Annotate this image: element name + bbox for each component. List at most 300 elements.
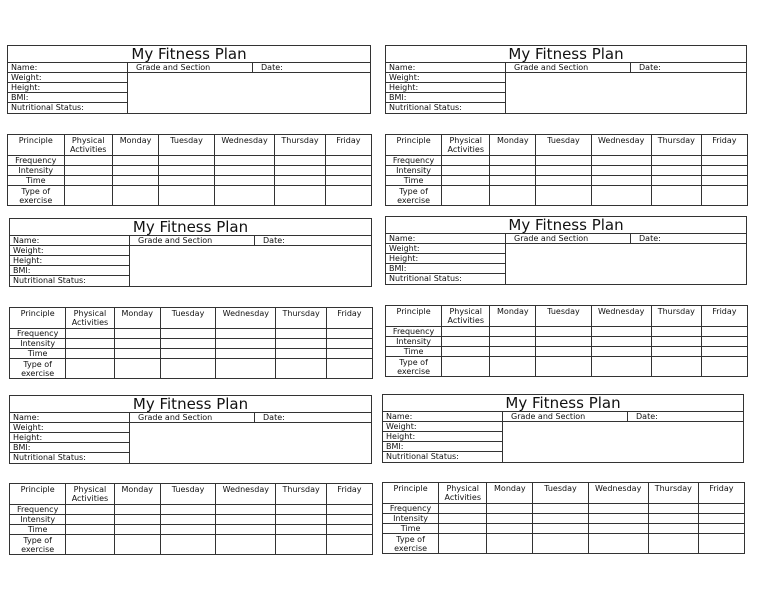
column-header: Monday — [490, 135, 536, 156]
date-label: Date: — [255, 413, 371, 423]
table-row — [10, 515, 373, 525]
info-blank-area — [506, 73, 746, 113]
entry-cell[interactable] — [159, 186, 215, 206]
weight-label: Weight: — [386, 73, 506, 83]
name-label: Name: — [10, 236, 130, 246]
plan-header — [7, 45, 371, 114]
entry-cell[interactable] — [651, 327, 701, 337]
entry-cell[interactable] — [701, 176, 747, 186]
principle-cell: Intensity — [386, 166, 442, 176]
entry-cell[interactable] — [159, 176, 215, 186]
date-label: Date: — [631, 234, 746, 244]
entry-cell[interactable] — [588, 514, 648, 524]
student-info-grid — [10, 413, 371, 463]
entry-cell[interactable] — [276, 525, 326, 535]
principle-cell: Type of exercise — [386, 357, 442, 377]
nutritional-status-label: Nutritional Status: — [8, 103, 128, 113]
grade-section-label: Grade and Section — [506, 234, 631, 244]
table-row — [10, 349, 373, 359]
entry-cell[interactable] — [536, 327, 591, 337]
table-row — [8, 176, 372, 186]
column-header: Friday — [326, 308, 372, 329]
entry-cell[interactable] — [326, 525, 372, 535]
entry-cell[interactable] — [439, 514, 487, 524]
column-header: Thursday — [276, 484, 326, 505]
entry-cell[interactable] — [536, 186, 591, 206]
principle-cell: Frequency — [10, 329, 66, 339]
plan-title: My Fitness Plan — [383, 395, 743, 412]
principle-cell: Intensity — [10, 515, 66, 525]
grade-section-label: Grade and Section — [130, 413, 255, 423]
entry-cell[interactable] — [487, 524, 533, 534]
weight-label: Weight: — [10, 246, 130, 256]
entry-cell[interactable] — [275, 156, 325, 166]
entry-cell[interactable] — [64, 186, 112, 206]
table-row — [10, 339, 373, 349]
entry-cell[interactable] — [276, 359, 326, 379]
entry-cell[interactable] — [114, 505, 160, 515]
student-info-grid — [10, 236, 371, 286]
principle-cell: Time — [10, 525, 66, 535]
entry-cell[interactable] — [216, 505, 276, 515]
nutritional-status-label: Nutritional Status: — [386, 274, 506, 284]
height-label: Height: — [383, 432, 503, 442]
entry-cell[interactable] — [275, 176, 325, 186]
column-header: Friday — [701, 135, 747, 156]
column-header: Monday — [487, 483, 533, 504]
principle-cell: Frequency — [8, 156, 65, 166]
column-header: Friday — [326, 484, 372, 505]
column-header: Friday — [325, 135, 371, 156]
entry-cell[interactable] — [533, 524, 588, 534]
entry-cell[interactable] — [648, 514, 698, 524]
principle-cell: Intensity — [383, 514, 439, 524]
schedule-table-4 — [385, 305, 748, 377]
column-header: Monday — [490, 306, 536, 327]
entry-cell[interactable] — [442, 156, 490, 166]
name-label: Name: — [383, 412, 503, 422]
entry-cell[interactable] — [160, 505, 215, 515]
table-row — [10, 535, 373, 555]
entry-cell[interactable] — [66, 525, 114, 535]
entry-cell[interactable] — [648, 504, 698, 514]
date-label: Date: — [631, 63, 746, 73]
table-row — [386, 186, 748, 206]
entry-cell[interactable] — [591, 166, 651, 176]
entry-cell[interactable] — [536, 347, 591, 357]
table-row — [8, 186, 372, 206]
grade-section-label: Grade and Section — [128, 63, 253, 73]
height-label: Height: — [10, 433, 130, 443]
date-label: Date: — [628, 412, 743, 422]
column-header: Wednesday — [591, 135, 651, 156]
nutritional-status-label: Nutritional Status: — [10, 453, 130, 463]
entry-cell[interactable] — [442, 337, 490, 347]
principle-cell: Frequency — [383, 504, 439, 514]
entry-cell[interactable] — [651, 357, 701, 377]
entry-cell[interactable] — [490, 176, 536, 186]
entry-cell[interactable] — [114, 329, 160, 339]
entry-cell[interactable] — [214, 176, 275, 186]
nutritional-status-label: Nutritional Status: — [10, 276, 130, 286]
date-label: Date: — [253, 63, 370, 73]
entry-cell[interactable] — [160, 349, 215, 359]
principle-cell: Intensity — [386, 337, 442, 347]
column-header: Thursday — [275, 135, 325, 156]
entry-cell[interactable] — [591, 176, 651, 186]
principle-cell: Time — [10, 349, 66, 359]
column-header: Thursday — [651, 306, 701, 327]
entry-cell[interactable] — [214, 166, 275, 176]
entry-cell[interactable] — [216, 339, 276, 349]
principle-cell: Type of exercise — [383, 534, 439, 554]
entry-cell[interactable] — [112, 166, 158, 176]
entry-cell[interactable] — [442, 327, 490, 337]
principle-cell: Type of exercise — [10, 359, 66, 379]
entry-cell[interactable] — [66, 505, 114, 515]
entry-cell[interactable] — [701, 186, 747, 206]
entry-cell[interactable] — [276, 349, 326, 359]
entry-cell[interactable] — [651, 186, 701, 206]
bmi-label: BMI: — [386, 264, 506, 274]
column-header: Principle — [386, 135, 442, 156]
entry-cell[interactable] — [533, 514, 588, 524]
height-label: Height: — [10, 256, 130, 266]
column-header: Principle — [10, 484, 66, 505]
table-row — [10, 359, 373, 379]
entry-cell[interactable] — [276, 339, 326, 349]
table-row — [383, 514, 745, 524]
entry-cell[interactable] — [701, 347, 747, 357]
entry-cell[interactable] — [64, 156, 112, 166]
entry-cell[interactable] — [64, 176, 112, 186]
entry-cell[interactable] — [439, 504, 487, 514]
height-label: Height: — [386, 254, 506, 264]
entry-cell[interactable] — [66, 359, 114, 379]
plan-header — [385, 45, 747, 114]
entry-cell[interactable] — [326, 505, 372, 515]
plan-title: My Fitness Plan — [386, 46, 746, 63]
column-header: Wednesday — [591, 306, 651, 327]
entry-cell[interactable] — [276, 515, 326, 525]
entry-cell[interactable] — [160, 339, 215, 349]
column-header: Thursday — [276, 308, 326, 329]
nutritional-status-label: Nutritional Status: — [386, 103, 506, 113]
column-header: Wednesday — [216, 308, 276, 329]
plan-title: My Fitness Plan — [386, 217, 746, 234]
entry-cell[interactable] — [490, 166, 536, 176]
bmi-label: BMI: — [10, 443, 130, 453]
entry-cell[interactable] — [701, 357, 747, 377]
entry-cell[interactable] — [442, 166, 490, 176]
entry-cell[interactable] — [66, 515, 114, 525]
height-label: Height: — [386, 83, 506, 93]
entry-cell[interactable] — [651, 176, 701, 186]
fitness-plan-card-4 — [385, 216, 747, 285]
entry-cell[interactable] — [114, 515, 160, 525]
fitness-plan-card-1 — [7, 45, 371, 114]
entry-cell[interactable] — [326, 349, 372, 359]
bmi-label: BMI: — [383, 442, 503, 452]
info-blank-area — [506, 244, 746, 284]
table-row — [386, 156, 748, 166]
entry-cell[interactable] — [487, 504, 533, 514]
entry-cell[interactable] — [533, 534, 588, 554]
column-header: Principle — [386, 306, 442, 327]
entry-cell[interactable] — [487, 514, 533, 524]
entry-cell[interactable] — [114, 535, 160, 555]
fitness-plan-card-2 — [385, 45, 747, 114]
name-label: Name: — [386, 234, 506, 244]
entry-cell[interactable] — [648, 524, 698, 534]
entry-cell[interactable] — [442, 357, 490, 377]
principle-cell: Type of exercise — [10, 535, 66, 555]
entry-cell[interactable] — [490, 156, 536, 166]
entry-cell[interactable] — [326, 359, 372, 379]
column-header: Physical Activities — [64, 135, 112, 156]
entry-cell[interactable] — [591, 327, 651, 337]
entry-cell[interactable] — [490, 327, 536, 337]
weight-label: Weight: — [10, 423, 130, 433]
entry-cell[interactable] — [591, 347, 651, 357]
column-header: Tuesday — [160, 308, 215, 329]
entry-cell[interactable] — [112, 156, 158, 166]
entry-cell[interactable] — [112, 176, 158, 186]
entry-cell[interactable] — [325, 186, 371, 206]
column-header: Tuesday — [159, 135, 215, 156]
column-header: Physical Activities — [442, 135, 490, 156]
entry-cell[interactable] — [698, 514, 744, 524]
principle-cell: Frequency — [386, 156, 442, 166]
column-header: Tuesday — [536, 306, 591, 327]
nutritional-status-label: Nutritional Status: — [383, 452, 503, 462]
entry-cell[interactable] — [591, 337, 651, 347]
entry-cell[interactable] — [490, 186, 536, 206]
schedule-table-1 — [7, 134, 372, 206]
entry-cell[interactable] — [114, 349, 160, 359]
entry-cell[interactable] — [536, 337, 591, 347]
grade-section-label: Grade and Section — [506, 63, 631, 73]
info-blank-area — [130, 423, 371, 463]
entry-cell[interactable] — [591, 357, 651, 377]
entry-cell[interactable] — [275, 166, 325, 176]
entry-cell[interactable] — [114, 359, 160, 379]
entry-cell[interactable] — [276, 535, 326, 555]
entry-cell[interactable] — [216, 329, 276, 339]
entry-cell[interactable] — [588, 534, 648, 554]
entry-cell[interactable] — [536, 166, 591, 176]
column-header: Wednesday — [216, 484, 276, 505]
table-row — [383, 524, 745, 534]
entry-cell[interactable] — [701, 166, 747, 176]
entry-cell[interactable] — [591, 156, 651, 166]
entry-cell[interactable] — [588, 524, 648, 534]
info-blank-area — [503, 422, 743, 462]
name-label: Name: — [10, 413, 130, 423]
student-info-grid — [8, 63, 370, 113]
fitness-plan-card-5 — [9, 395, 372, 464]
plan-header — [9, 218, 372, 287]
entry-cell[interactable] — [66, 339, 114, 349]
schedule-table-2 — [385, 134, 748, 206]
weight-label: Weight: — [383, 422, 503, 432]
info-blank-area — [128, 73, 370, 113]
entry-cell[interactable] — [442, 186, 490, 206]
column-header: Monday — [112, 135, 158, 156]
date-label: Date: — [255, 236, 371, 246]
column-header: Wednesday — [588, 483, 648, 504]
column-header: Tuesday — [160, 484, 215, 505]
table-row — [10, 329, 373, 339]
principle-cell: Frequency — [10, 505, 66, 515]
entry-cell[interactable] — [326, 535, 372, 555]
entry-cell[interactable] — [114, 339, 160, 349]
table-row — [8, 156, 372, 166]
entry-cell[interactable] — [536, 156, 591, 166]
entry-cell[interactable] — [216, 525, 276, 535]
entry-cell[interactable] — [66, 535, 114, 555]
entry-cell[interactable] — [591, 186, 651, 206]
entry-cell[interactable] — [216, 349, 276, 359]
table-row — [8, 166, 372, 176]
entry-cell[interactable] — [160, 535, 215, 555]
info-blank-area — [130, 246, 371, 286]
principle-cell: Type of exercise — [386, 186, 442, 206]
principle-cell: Time — [386, 347, 442, 357]
weight-label: Weight: — [386, 244, 506, 254]
plan-header — [385, 216, 747, 285]
entry-cell[interactable] — [490, 357, 536, 377]
column-header: Friday — [701, 306, 747, 327]
entry-cell[interactable] — [216, 535, 276, 555]
table-row — [386, 337, 748, 347]
entry-cell[interactable] — [275, 186, 325, 206]
student-info-grid — [386, 63, 746, 113]
table-row — [10, 525, 373, 535]
table-row — [10, 505, 373, 515]
entry-cell[interactable] — [442, 347, 490, 357]
entry-cell[interactable] — [276, 329, 326, 339]
entry-cell[interactable] — [114, 525, 160, 535]
entry-cell[interactable] — [216, 359, 276, 379]
height-label: Height: — [8, 83, 128, 93]
entry-cell[interactable] — [698, 504, 744, 514]
entry-cell[interactable] — [588, 504, 648, 514]
column-header: Tuesday — [536, 135, 591, 156]
entry-cell[interactable] — [651, 347, 701, 357]
entry-cell[interactable] — [276, 505, 326, 515]
column-header: Monday — [114, 308, 160, 329]
column-header: Wednesday — [214, 135, 275, 156]
table-row — [383, 534, 745, 554]
entry-cell[interactable] — [66, 329, 114, 339]
entry-cell[interactable] — [325, 156, 371, 166]
entry-cell[interactable] — [651, 166, 701, 176]
bmi-label: BMI: — [386, 93, 506, 103]
entry-cell[interactable] — [326, 515, 372, 525]
entry-cell[interactable] — [326, 329, 372, 339]
entry-cell[interactable] — [651, 337, 701, 347]
entry-cell[interactable] — [701, 337, 747, 347]
principle-cell: Time — [386, 176, 442, 186]
plan-title: My Fitness Plan — [8, 46, 370, 63]
table-row — [386, 327, 748, 337]
entry-cell[interactable] — [159, 166, 215, 176]
table-row — [386, 166, 748, 176]
table-row — [386, 357, 748, 377]
column-header: Principle — [10, 308, 66, 329]
column-header: Principle — [8, 135, 65, 156]
entry-cell[interactable] — [698, 534, 744, 554]
plan-title: My Fitness Plan — [10, 396, 371, 413]
entry-cell[interactable] — [160, 525, 215, 535]
column-header: Tuesday — [533, 483, 588, 504]
column-header: Thursday — [648, 483, 698, 504]
entry-cell[interactable] — [160, 359, 215, 379]
plan-header — [9, 395, 372, 464]
column-header: Physical Activities — [442, 306, 490, 327]
entry-cell[interactable] — [160, 329, 215, 339]
entry-cell[interactable] — [439, 534, 487, 554]
name-label: Name: — [8, 63, 128, 73]
grade-section-label: Grade and Section — [130, 236, 255, 246]
column-header: Friday — [698, 483, 744, 504]
fitness-plan-card-6 — [382, 394, 744, 463]
entry-cell[interactable] — [216, 515, 276, 525]
entry-cell[interactable] — [701, 327, 747, 337]
entry-cell[interactable] — [326, 339, 372, 349]
entry-cell[interactable] — [442, 176, 490, 186]
entry-cell[interactable] — [325, 166, 371, 176]
entry-cell[interactable] — [112, 186, 158, 206]
entry-cell[interactable] — [325, 176, 371, 186]
column-header: Monday — [114, 484, 160, 505]
student-info-grid — [386, 234, 746, 284]
plan-title: My Fitness Plan — [10, 219, 371, 236]
entry-cell[interactable] — [160, 515, 215, 525]
fitness-plan-card-3 — [9, 218, 372, 287]
entry-cell[interactable] — [214, 156, 275, 166]
entry-cell[interactable] — [66, 349, 114, 359]
entry-cell[interactable] — [701, 156, 747, 166]
name-label: Name: — [386, 63, 506, 73]
schedule-table-6 — [382, 482, 745, 554]
entry-cell[interactable] — [651, 156, 701, 166]
entry-cell[interactable] — [536, 357, 591, 377]
entry-cell[interactable] — [536, 176, 591, 186]
entry-cell[interactable] — [698, 524, 744, 534]
table-row — [383, 504, 745, 514]
entry-cell[interactable] — [214, 186, 275, 206]
entry-cell[interactable] — [439, 524, 487, 534]
column-header: Physical Activities — [66, 308, 114, 329]
bmi-label: BMI: — [10, 266, 130, 276]
entry-cell[interactable] — [64, 166, 112, 176]
entry-cell[interactable] — [533, 504, 588, 514]
student-info-grid — [383, 412, 743, 462]
column-header: Principle — [383, 483, 439, 504]
weight-label: Weight: — [8, 73, 128, 83]
schedule-table-5 — [9, 483, 373, 555]
principle-cell: Frequency — [386, 327, 442, 337]
column-header: Physical Activities — [439, 483, 487, 504]
entry-cell[interactable] — [159, 156, 215, 166]
principle-cell: Type of exercise — [8, 186, 65, 206]
entry-cell[interactable] — [487, 534, 533, 554]
entry-cell[interactable] — [490, 337, 536, 347]
entry-cell[interactable] — [490, 347, 536, 357]
entry-cell[interactable] — [648, 534, 698, 554]
